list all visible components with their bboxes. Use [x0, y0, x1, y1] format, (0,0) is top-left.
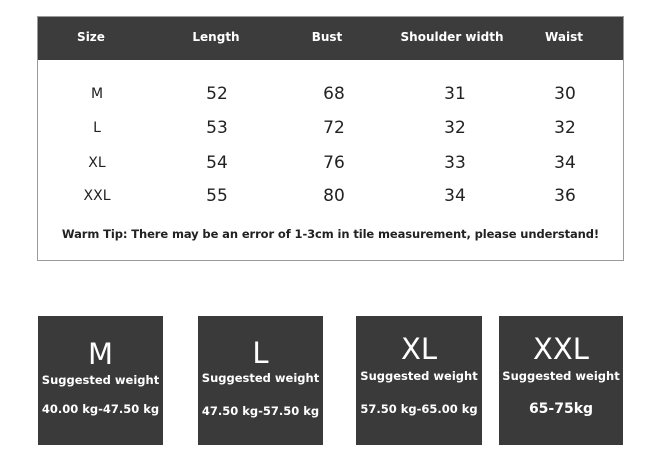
cell-waist: 34 — [554, 153, 576, 173]
cell-bust: 80 — [323, 186, 345, 206]
cell-size: L — [93, 120, 101, 136]
card-size-label: L — [252, 336, 269, 370]
cell-shoulder-width: 31 — [444, 84, 466, 104]
cell-length: 55 — [206, 186, 228, 206]
cell-shoulder-width: 32 — [444, 118, 466, 138]
size-card-xxl — [499, 316, 623, 445]
cell-size: XXL — [83, 188, 111, 204]
cell-size: M — [90, 86, 104, 102]
size-chart-table — [37, 16, 624, 261]
cell-bust: 68 — [323, 84, 345, 104]
cell-waist: 30 — [554, 84, 576, 104]
card-size-label: XXL — [533, 332, 589, 366]
cell-shoulder-width: 33 — [444, 153, 466, 173]
card-suggested-weight-label: Suggested weight — [360, 369, 478, 383]
card-weight-range: 65-75kg — [528, 401, 594, 417]
cell-bust: 76 — [323, 153, 345, 173]
table-row — [38, 148, 623, 178]
cell-length: 53 — [206, 118, 228, 138]
size-card-m — [38, 316, 163, 445]
card-suggested-weight-label: Suggested weight — [502, 369, 620, 383]
cell-length: 54 — [206, 153, 228, 173]
header-length: Length — [192, 30, 240, 44]
card-size-label: XL — [400, 332, 438, 366]
cell-size: XL — [88, 155, 106, 171]
header-size: Size — [77, 30, 105, 44]
cell-waist: 32 — [554, 118, 576, 138]
card-size-label: M — [87, 337, 114, 371]
warm-tip-note: Warm Tip: There may be an error of 1-3cm in tile measurement, please understand! — [61, 227, 600, 241]
table-row — [38, 79, 623, 109]
cell-waist: 36 — [554, 186, 576, 206]
table-row — [38, 113, 623, 143]
card-weight-range: 47.50 kg-57.50 kg — [201, 404, 320, 418]
card-suggested-weight-label: Suggested weight — [41, 373, 160, 387]
size-card-l — [198, 316, 323, 445]
cell-length: 52 — [206, 84, 228, 104]
header-waist: Waist — [545, 30, 583, 44]
card-weight-range: 57.50 kg-65.00 kg — [360, 402, 478, 416]
table-header-row — [38, 17, 623, 60]
card-weight-range: 40.00 kg-47.50 kg — [41, 402, 160, 416]
cell-bust: 72 — [323, 118, 345, 138]
table-row — [38, 181, 623, 211]
cell-shoulder-width: 34 — [444, 186, 466, 206]
header-shoulder-width: Shoulder width — [400, 30, 504, 44]
size-card-xl — [356, 316, 482, 445]
header-bust: Bust — [311, 30, 343, 44]
card-suggested-weight-label: Suggested weight — [201, 371, 320, 385]
